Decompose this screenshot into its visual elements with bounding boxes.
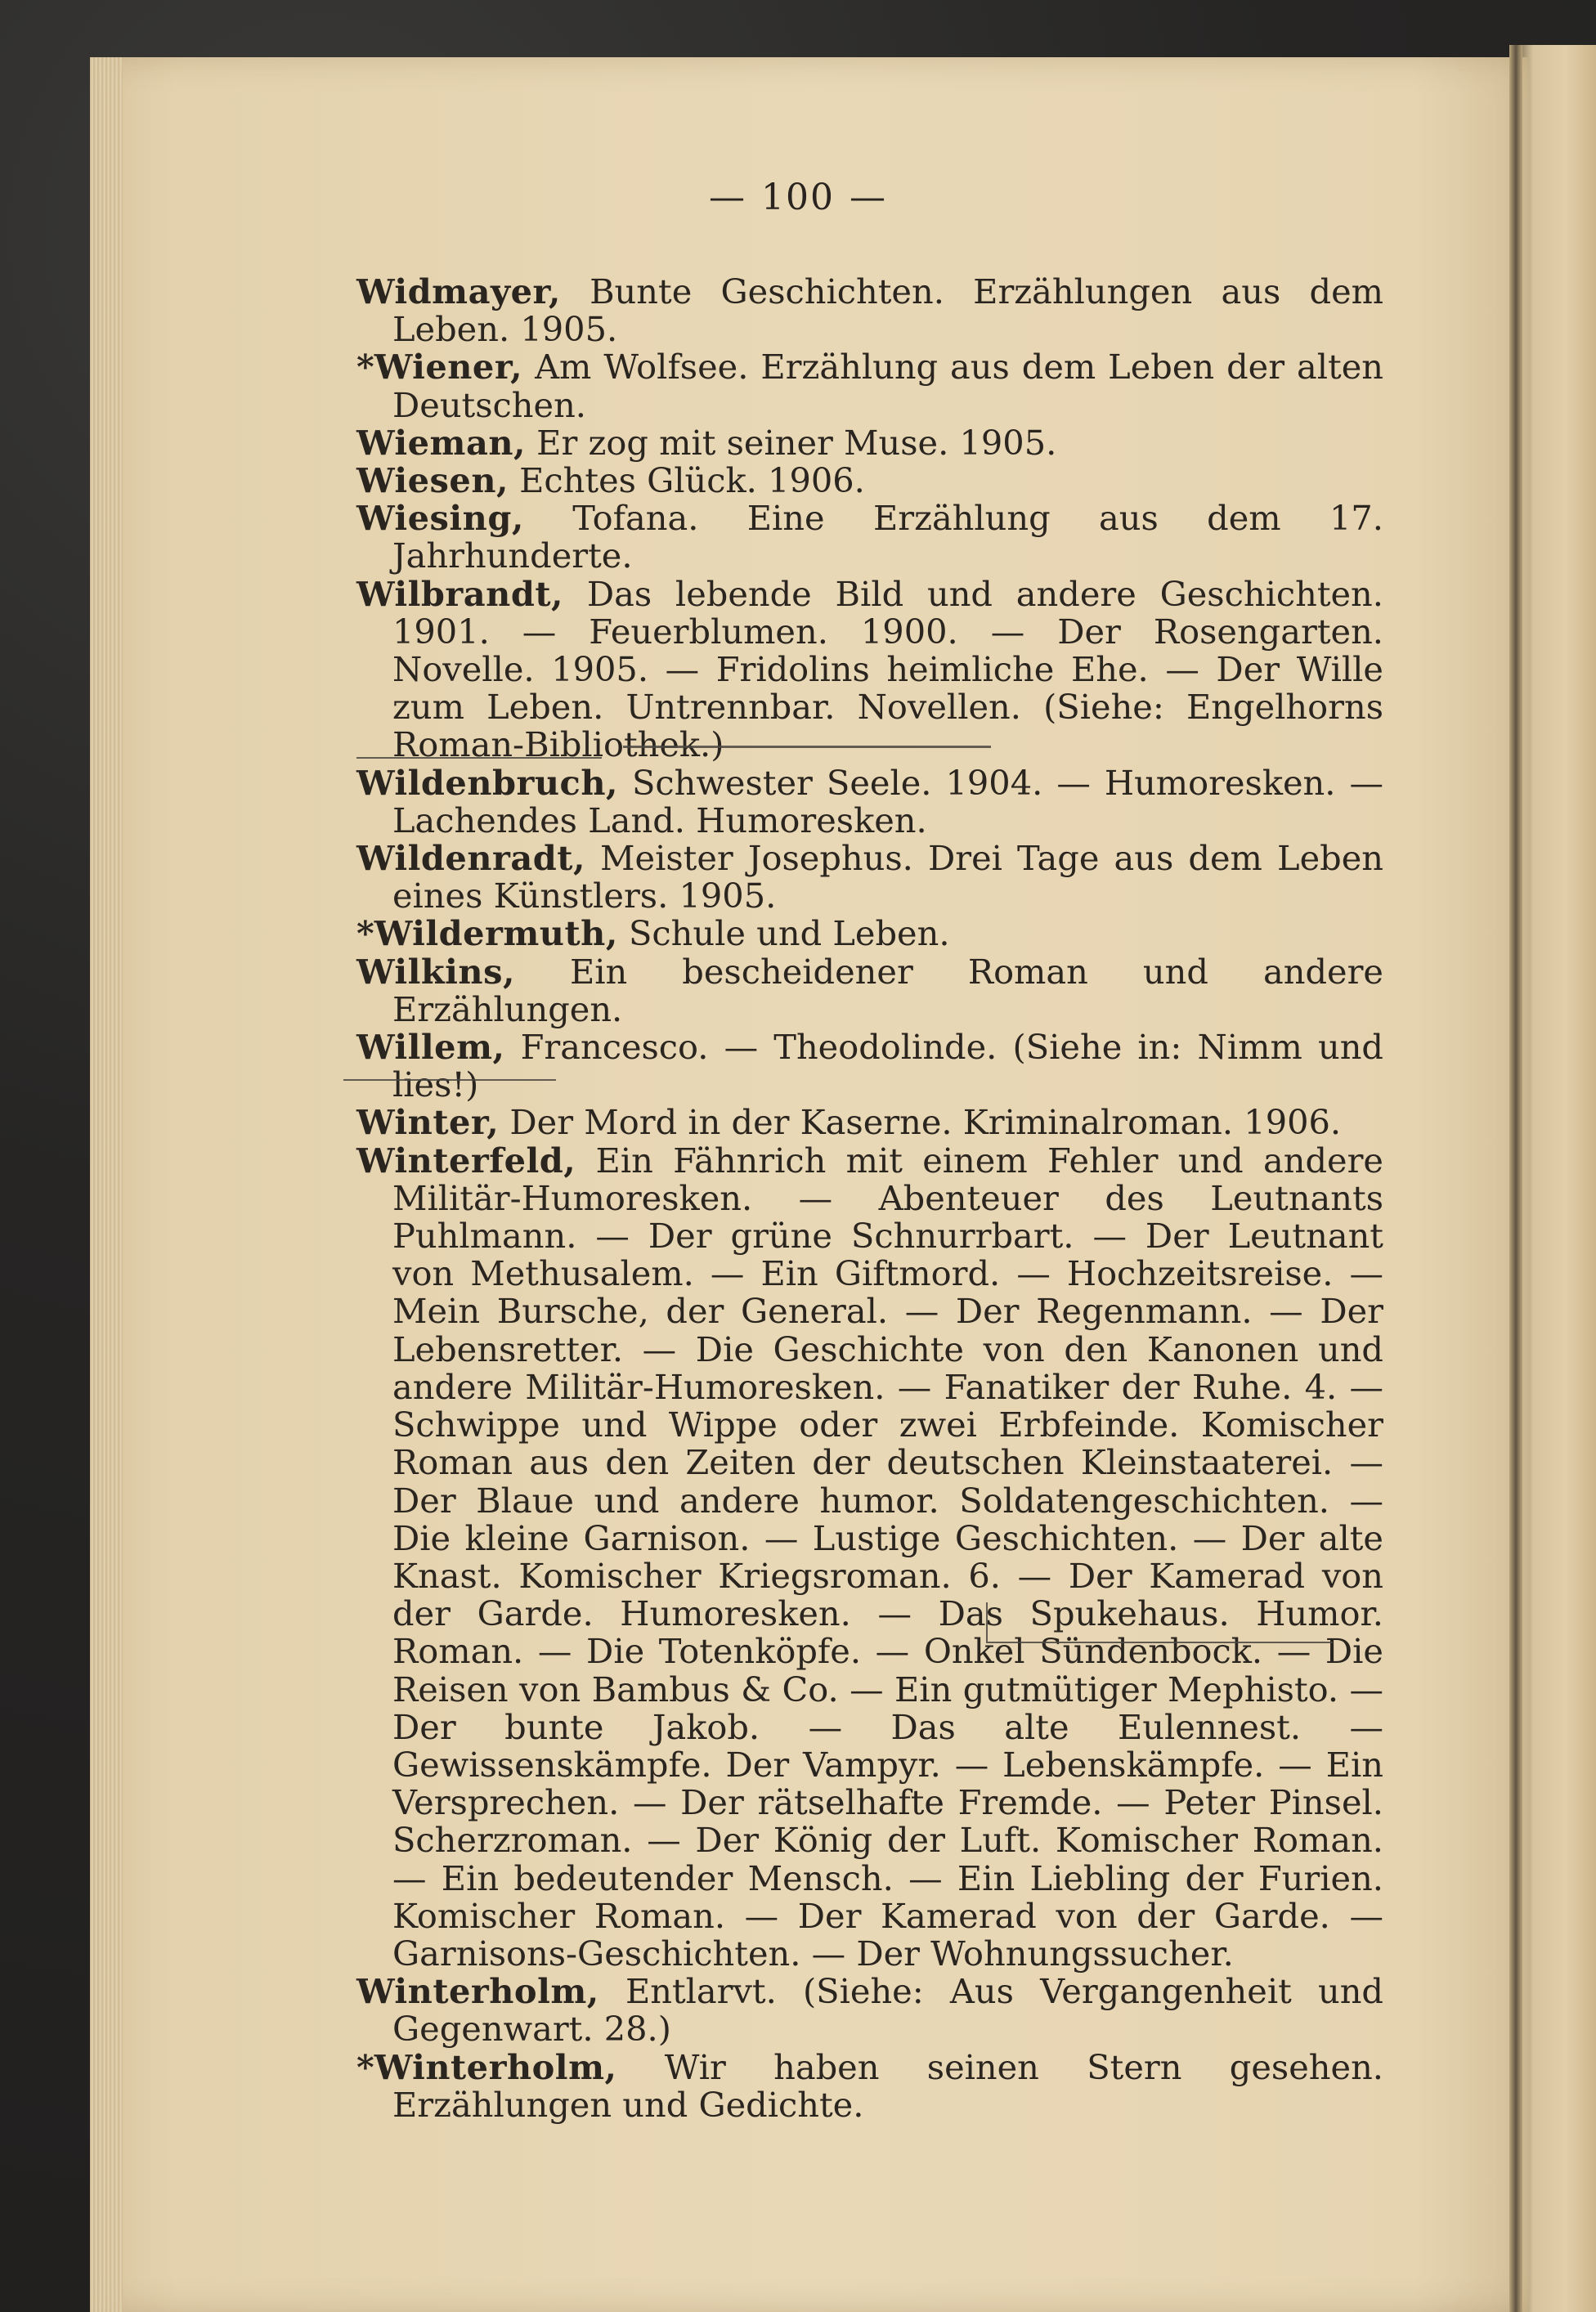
work-titles: Er zog mit seiner Muse. 1905.	[536, 422, 1057, 463]
catalog-entry-widmayer	[356, 273, 1383, 348]
author-name: Widmayer,	[356, 271, 561, 311]
catalog-entry-wiener: *Wiener, Am Wolfsee. Erzählung aus dem Leben der alten Deutschen.	[356, 347, 1383, 425]
catalog-entry-wilbrandt	[356, 573, 1383, 765]
catalog-entry-wiesing	[356, 500, 1383, 575]
catalog-entry-wildermuth: *Wildermuth, Schule und Leben.	[356, 913, 950, 954]
author-name: Wieman,	[356, 422, 526, 463]
work-titles: Wir haben seinen Stern gesehen. Erzählungen und Gedichte.	[392, 2046, 1383, 2125]
author-name: Wiener,	[374, 347, 523, 388]
author-name: Winterholm,	[374, 2046, 617, 2087]
author-name: Wildenradt,	[356, 838, 585, 879]
book-gutter	[1509, 45, 1522, 2312]
work-titles: Schwester Seele. 1904. — Humoresken. — Lachendes Land. Humoresken.	[392, 762, 1383, 840]
author-name: Winterfeld,	[356, 1140, 576, 1181]
catalog-entry-wildenbruch	[356, 764, 1383, 840]
catalog-entry-winter	[356, 1104, 1383, 1141]
catalog-entry-wilkins	[356, 953, 1383, 1028]
author-name: Winterholm,	[356, 1971, 599, 2012]
work-titles: Ein bescheidener Roman und andere Erzählungen.	[392, 951, 1383, 1029]
work-titles: Francesco. — Theodolinde. (Siehe in: Nimm und lies!)	[392, 1027, 1383, 1105]
work-titles: Ein Fähnrich mit einem Fehler und andere Militär-Humoresken. — Abenteuer des Leutnants Puhlmann. — Der grüne Schnurrbart. — Der Leutnant von Methusalem. — Ein Giftmord. — Hochzeitsreise. — Mein Bursche, der General. — Der Regenmann. — Der Lebensretter. — Die Geschichte von den Kanonen und andere Militär-Humoresken. — Fanatiker der Ruhe. 4. — Schwippe und Wippe oder zwei Erbfeinde. Komischer Roman aus den Zeiten der deutschen Kleinstaaterei. — Der Blaue und andere humor. Soldatengeschichten. — Die kleine Garnison. — Lustige Geschichten. — Der alte Knast. Komischer Kriegsroman. 6. — Der Kamerad von der Garde. Humoresken. — Das Spukehaus. Humor. Roman. — Die Totenköpfe. — Onkel Sündenbock. — Die Reisen von Bambus & Co. — Ein gutmütiger Mephisto. — Der bunte Jakob. — Das alte Eulennest. — Gewissenskämpfe. Der Vampyr. — Lebenskämpfe. — Ein Versprechen. — Der rätselhafte Fremde. — Peter Pinsel. Scherzroman. — Der König der Luft. Komischer Roman. — Ein bedeutender Mensch. — Ein Liebling der Furien. Komischer Roman. — Der Kamerad von der Garde. — Garnisons-Geschichten. — Der Wohnungssucher.	[392, 1140, 1383, 1974]
work-titles: Das lebende Bild und andere Geschichten. 1901. — Feuerblumen. 1900. — Der Rosengarten. Novelle. 1905. — Fridolins heimliche Ehe. — Der Wille zum Leben. Untrennbar. Novellen. (Siehe: Engelhorns Roman-Bibliothek.)	[392, 573, 1383, 765]
author-name: Winter,	[356, 1102, 500, 1143]
author-name: Wilkins,	[356, 951, 515, 992]
catalog-entry-winterholm-2: *Winterholm, Wir haben seinen Stern gesehen. Erzählungen und Gedichte.	[356, 2046, 1383, 2125]
work-titles: Schule und Leben.	[628, 913, 950, 954]
work-titles: Echtes Glück. 1906.	[519, 460, 865, 501]
work-titles: Am Wolfsee. Erzählung aus dem Leben der alten Deutschen.	[392, 347, 1383, 425]
author-name: Wiesen,	[356, 460, 509, 501]
page-edge-stack	[90, 57, 123, 2312]
author-name: Wilbrandt,	[356, 573, 563, 614]
author-name: Willem,	[356, 1027, 505, 1068]
facing-page-edge	[1519, 45, 1596, 2312]
catalog-entry-wildenradt	[356, 840, 1383, 915]
work-titles: Meister Josephus. Drei Tage aus dem Leben eines Künstlers. 1905.	[392, 838, 1383, 916]
pencil-strikethrough-schwester-seele	[623, 746, 991, 748]
pencil-box-das-alte-eulennest	[986, 1602, 1333, 1643]
work-titles: Der Mord in der Kaserne. Kriminalroman. 1906.	[509, 1102, 1342, 1143]
catalog-entry-winterholm-1	[356, 1973, 1383, 2048]
catalog-text	[356, 273, 1383, 2124]
page-number-value: 100	[761, 177, 835, 218]
pencil-underline-winterfeld	[343, 1079, 556, 1081]
catalog-entry-wiesen	[356, 462, 1383, 500]
catalog-entry-wieman	[356, 424, 1383, 462]
catalog-entry-winterfeld	[356, 1142, 1383, 1973]
work-titles: Bunte Geschichten. Erzählungen aus dem Leben. 1905.	[392, 271, 1383, 350]
author-name: Wiesing,	[356, 498, 524, 539]
author-name: Wildermuth,	[374, 913, 618, 954]
author-name: Wildenbruch,	[356, 762, 618, 803]
pencil-underline-wildenbruch	[356, 757, 602, 759]
work-titles: Tofana. Eine Erzählung aus dem 17. Jahrhunderte.	[392, 498, 1383, 576]
catalog-entry-willem	[356, 1028, 1383, 1104]
page-number: — 100 —	[709, 177, 887, 218]
work-titles: Entlarvt. (Siehe: Aus Vergangenheit und Gegenwart. 28.)	[392, 1971, 1383, 2050]
